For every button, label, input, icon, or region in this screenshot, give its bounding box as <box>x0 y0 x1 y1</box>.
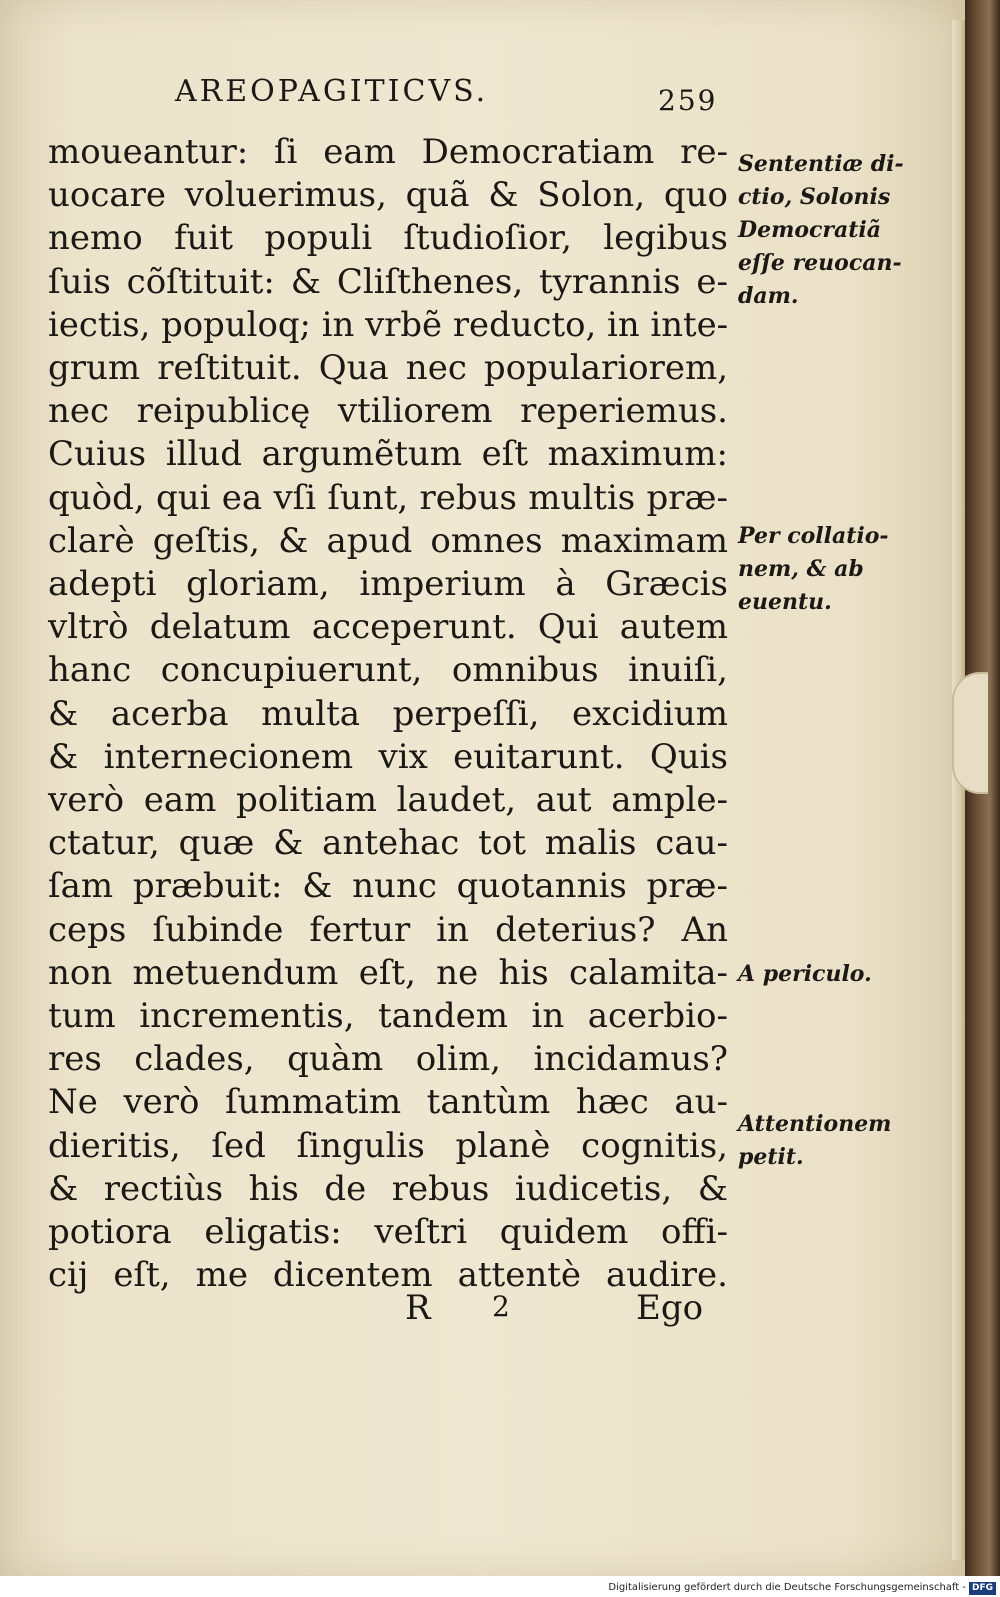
text-line: iectis, populoq; in vrbẽ reducto, in inte- <box>48 304 729 345</box>
margin-note-line: nem, & ab <box>738 556 864 582</box>
text-line: tum incrementis, tandem in acerbio- <box>48 996 728 1036</box>
margin-note <box>738 520 958 619</box>
text-line: uocare voluerimus, quã & Solon, quo <box>48 175 728 216</box>
text-line: potiora eligatis: veſtri quidem offi- <box>48 1212 728 1252</box>
text-line: cij eſt, me dicentem attentè audire. <box>48 1255 728 1296</box>
text-line: res clades, quàm olim, incidamus? <box>48 1039 728 1080</box>
margin-note <box>738 148 958 313</box>
text-line: non metuendum eſt, ne his calamita- <box>48 952 728 993</box>
text-line: Cuius illud argumẽtum eſt maximum: <box>48 434 728 475</box>
margin-note-line: petit. <box>738 1144 804 1170</box>
margin-note <box>738 958 958 991</box>
text-line: nec reipublicę vtiliorem reperiemus. <box>48 391 728 432</box>
text-line: Ne verò ſummatim tantùm hæc au- <box>48 1082 728 1123</box>
text-line: ctatur, quæ & antehac tot malis cau- <box>48 823 728 864</box>
text-line: quòd, qui ea vſi ſunt, rebus multis præ- <box>48 477 728 518</box>
text-line: vltrò delatum acceperunt. Qui autem <box>48 607 728 648</box>
text-line: adepti gloriam, imperium à Græcis <box>48 564 728 604</box>
margin-note-line: dam. <box>738 283 799 309</box>
margin-note-line: euentu. <box>738 589 832 615</box>
margin-note-line: Attentionem <box>738 1111 892 1137</box>
text-line: ceps ſubinde fertur in deterius? An <box>48 909 728 950</box>
margin-note-line: eſſe reuocan- <box>738 250 902 276</box>
running-title: AREOPAGITICVS. <box>175 74 489 109</box>
catchword: Ego <box>636 1288 704 1328</box>
margin-note-line: ctio, Solonis <box>738 184 891 210</box>
margin-note-line: Sententiæ di- <box>738 151 904 177</box>
margin-note-line: Per collatio- <box>738 523 889 549</box>
text-line: & rectiùs his de rebus iudicetis, & <box>48 1168 728 1209</box>
text-line: grum reſtituit. Qua nec populariorem, <box>48 348 728 388</box>
dfg-logo: DFG <box>969 1582 996 1595</box>
text-line: nemo fuit populi ſtudioſior, legibus <box>48 218 728 259</box>
text-line: verò eam politiam laudet, aut ample- <box>48 780 728 820</box>
page-tab <box>952 672 988 794</box>
text-line: clarè geſtis, & apud omnes maximam <box>48 520 728 561</box>
page-number: 259 <box>658 84 718 117</box>
text-line: ſam præbuit: & nunc quotannis præ- <box>48 866 728 907</box>
credit-text: Digitalisierung gefördert durch die Deutsche Forschungsgemeinschaft - <box>608 1582 966 1593</box>
text-line: ſuis cõſtituit: & Cliſthenes, tyrannis e- <box>48 261 728 302</box>
text-line: moueantur: ſi eam Democratiam re- <box>48 132 728 172</box>
text-line: dieritis, ſed ſingulis planè cognitis, <box>48 1125 728 1166</box>
text-line: & internecionem vix euitarunt. Quis <box>48 736 728 777</box>
margin-note-line: A periculo. <box>738 961 872 987</box>
text-line: & acerba multa perpeſſi, excidium <box>48 693 728 734</box>
margin-note <box>738 1108 958 1174</box>
text-line: hanc concupiuerunt, omnibus inuiſi, <box>48 650 728 691</box>
signature-mark: R <box>405 1288 431 1328</box>
digitization-credit <box>608 1581 996 1595</box>
margin-note-line: Democratiã <box>738 217 882 243</box>
signature-number: 2 <box>492 1290 510 1323</box>
